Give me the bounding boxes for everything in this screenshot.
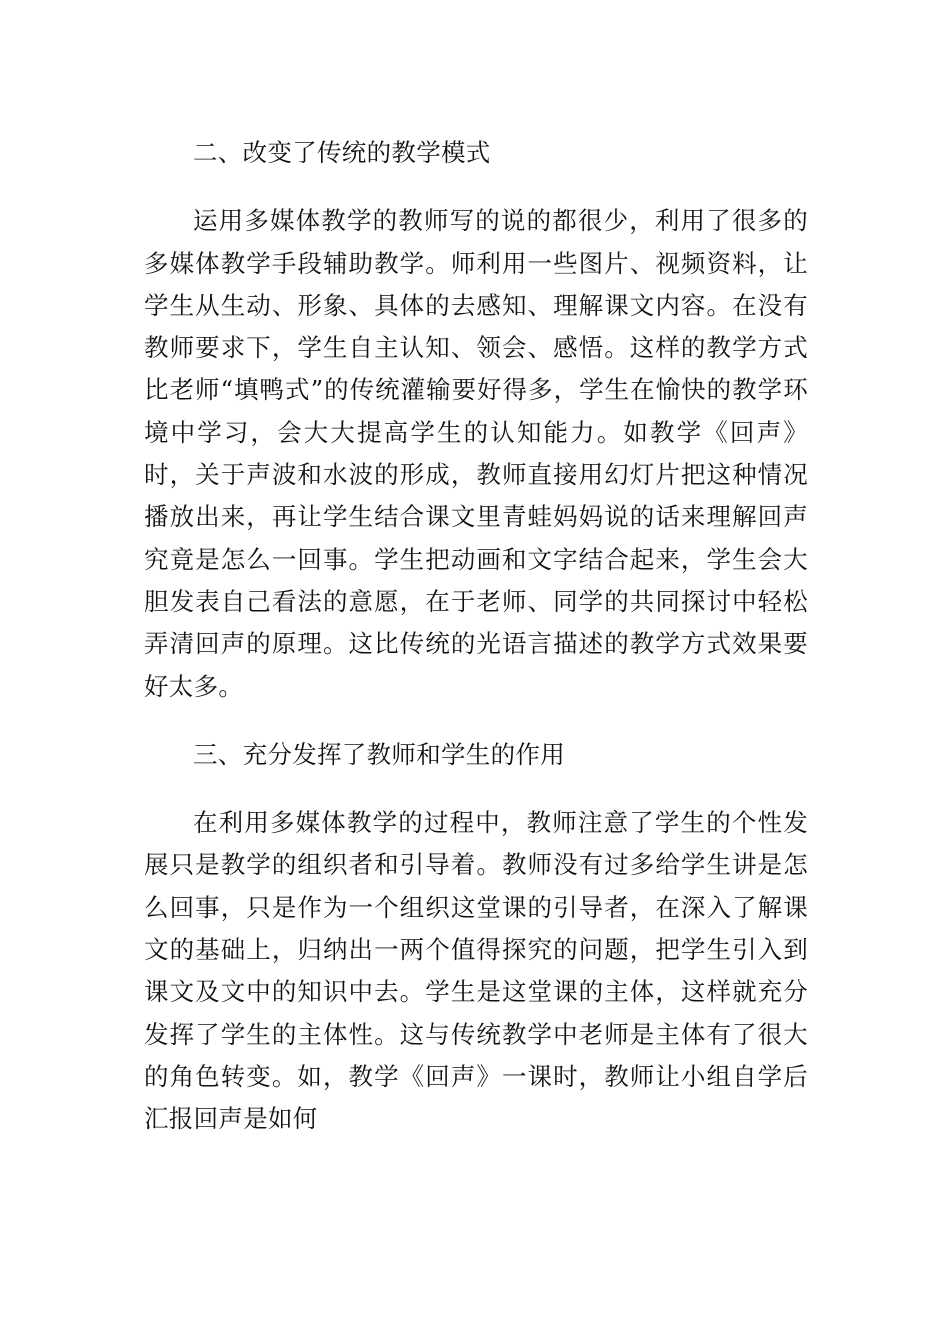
section-heading-3: 三、充分发挥了教师和学生的作用 xyxy=(193,739,565,769)
section-paragraph-3: 在利用多媒体教学的过程中，教师注意了学生的个性发展只是教学的组织者和引导着。教师没有过多给学生讲是怎么回事，只是作为一个组织这堂课的引导者，在深入了解课文的基础上，归纳出一两个值得探究的问题，把学生引入到课文及文中的知识中去。学生是这堂课的主体，这样就充分发挥了学生的主体性。这与传统教学中老师是主体有了很大的角色转变。如，教学《回声》一课时，教师让小组自学后汇报回声是如何 xyxy=(144,808,808,1134)
section-heading-2: 二、改变了传统的教学模式 xyxy=(193,138,491,167)
section-paragraph-2: 运用多媒体教学的教师写的说的都很少，利用了很多的多媒体教学手段辅助教学。师利用一些图片、视频资料，让学生从生动、形象、具体的去感知、理解课文内容。在没有教师要求下，学生自主认知、领会、感悟。这样的教学方式比老师“填鸭式”的传统灌输要好得多，学生在愉快的教学环境中学习，会大大提高学生的认知能力。如教学《回声》时，关于声波和水波的形成，教师直接用幻灯片把这种情况播放出来，再让学生结合课文里青蛙妈妈说的话来理解回声究竟是怎么一回事。学生把动画和文字结合起来，学生会大胆发表自己看法的意愿，在于老师、同学的共同探讨中轻松弄清回声的原理。这比传统的光语言描述的教学方式效果要好太多。 xyxy=(144,206,808,701)
document-body xyxy=(144,132,808,1167)
